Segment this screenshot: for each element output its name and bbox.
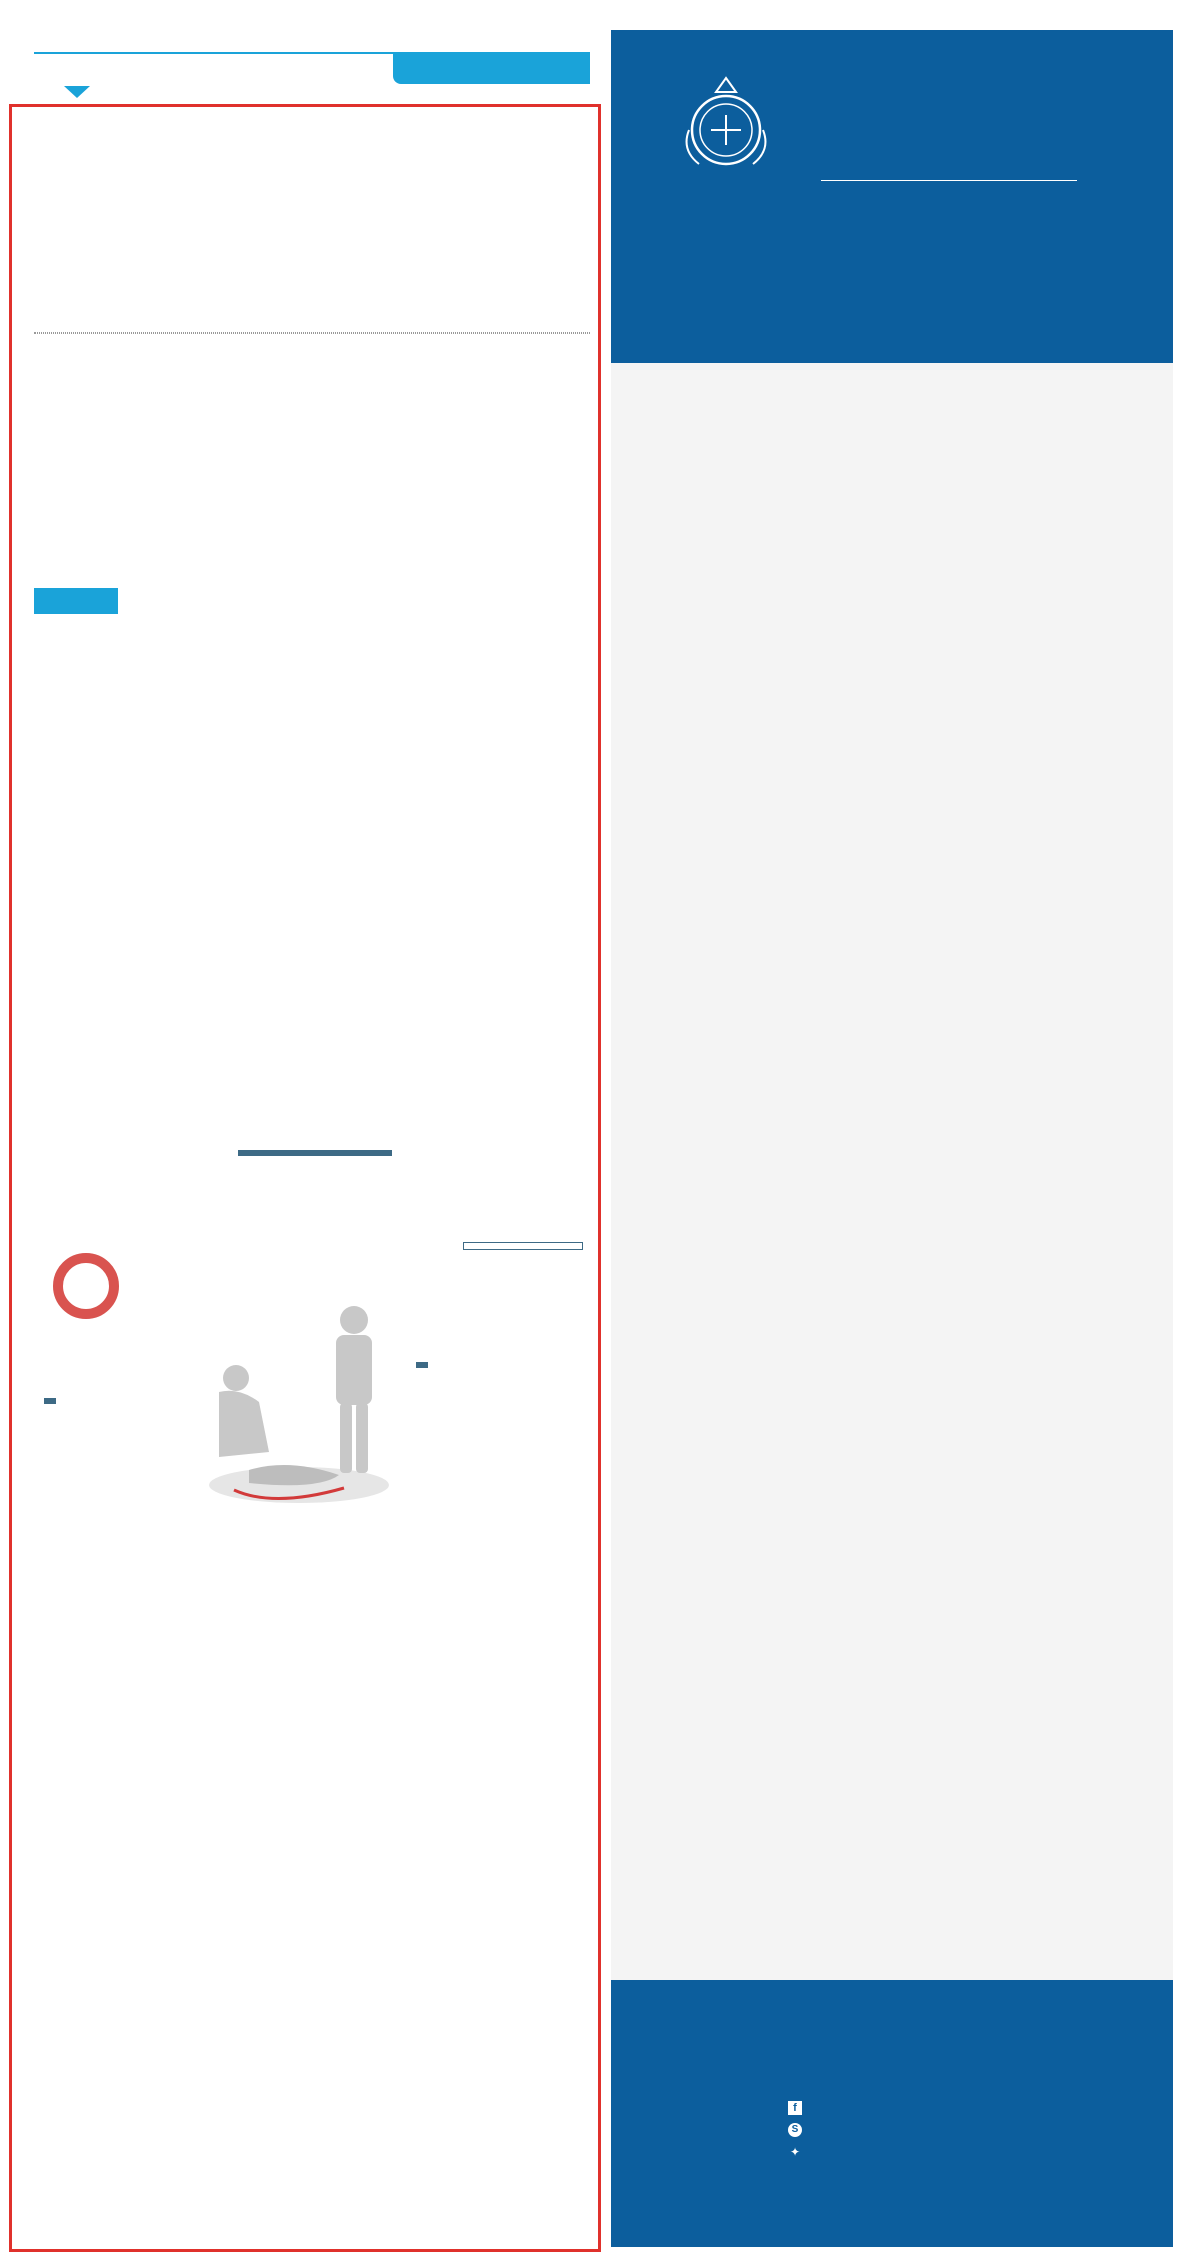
rate-label xyxy=(238,1150,392,1156)
pct-donut xyxy=(58,1258,114,1314)
section-tab xyxy=(393,52,590,84)
standing-figure-leg xyxy=(356,1403,368,1473)
deck-line-2 xyxy=(34,333,590,334)
ad-banner xyxy=(611,30,1173,363)
university-crest-icon xyxy=(671,70,781,180)
pointer-icon xyxy=(64,86,90,98)
crouching-figure-head xyxy=(223,1365,249,1391)
topic-tag xyxy=(34,588,118,614)
twitter-link[interactable] xyxy=(788,2140,810,2162)
homicide-infographic xyxy=(14,1120,594,1660)
per-year-label xyxy=(44,1398,56,1404)
social-links xyxy=(788,2096,810,2162)
figures-illustration xyxy=(209,1306,389,1503)
deck xyxy=(34,332,590,334)
facebook-icon: f xyxy=(788,2101,802,2115)
skype-icon: S xyxy=(788,2123,802,2137)
tuition-table xyxy=(611,363,1173,1980)
crouching-figure-body xyxy=(219,1391,269,1457)
byline xyxy=(34,468,212,485)
cases-label xyxy=(416,1362,428,1368)
twitter-icon: ✦ xyxy=(789,2144,801,2159)
skype-link[interactable] xyxy=(788,2118,810,2140)
facebook-link[interactable] xyxy=(788,2096,810,2118)
bogota-note xyxy=(463,1242,583,1250)
contact-panel xyxy=(611,1980,1173,2247)
standing-figure-leg xyxy=(340,1403,352,1473)
standing-figure-head xyxy=(340,1306,368,1334)
standing-figure-body xyxy=(336,1335,372,1405)
donut-arc xyxy=(58,1258,114,1314)
university-city xyxy=(821,180,1077,181)
